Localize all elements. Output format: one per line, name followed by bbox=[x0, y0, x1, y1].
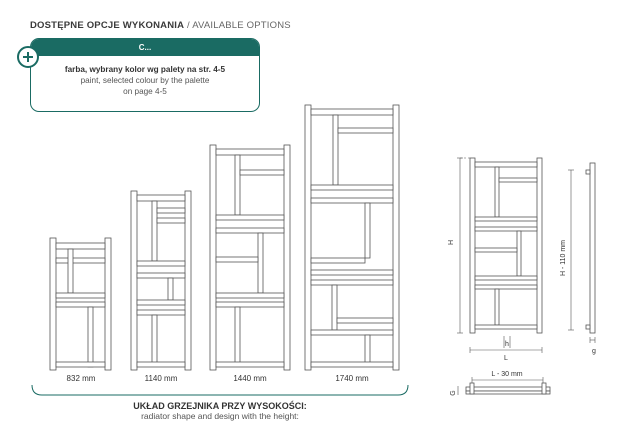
radiator-1440 bbox=[210, 145, 290, 370]
option-desc-pl: farba, wybrany kolor wg palety na str. 4-5 bbox=[64, 65, 226, 74]
technical-side-view bbox=[586, 163, 595, 333]
technical-top-view bbox=[466, 383, 550, 394]
section-title: DOSTĘPNE OPCJE WYKONANIA / AVAILABLE OPTIONS bbox=[30, 20, 291, 31]
radiator-1140 bbox=[131, 191, 191, 370]
technical-front-view bbox=[470, 158, 542, 333]
radiator-832 bbox=[50, 238, 111, 370]
height-label-832: 832 mm bbox=[66, 374, 96, 383]
height-label-1740: 1740 mm bbox=[335, 374, 369, 383]
radiator-1740 bbox=[305, 105, 399, 370]
height-label-1140: 1140 mm bbox=[144, 374, 178, 383]
dim-L-minus: L - 30 mm bbox=[491, 371, 523, 378]
option-code: C... bbox=[31, 39, 259, 56]
dim-G: G bbox=[450, 390, 457, 396]
height-label-1440: 1440 mm bbox=[233, 374, 267, 383]
option-desc-en-1: paint, selected colour by the palette bbox=[80, 76, 210, 85]
dim-h: h bbox=[505, 341, 509, 348]
dim-g: g bbox=[592, 348, 596, 355]
dim-L: L bbox=[504, 355, 508, 362]
dim-H: H bbox=[448, 239, 455, 245]
option-desc-en-2: on page 4-5 bbox=[123, 87, 167, 96]
footer-caption: UKŁAD GRZEJNIKA PRZY WYSOKOŚCI: radiator shape and design with the height: bbox=[133, 401, 307, 421]
footer-bracket bbox=[32, 385, 408, 395]
dim-H-minus: H - 110 mm bbox=[560, 239, 567, 277]
